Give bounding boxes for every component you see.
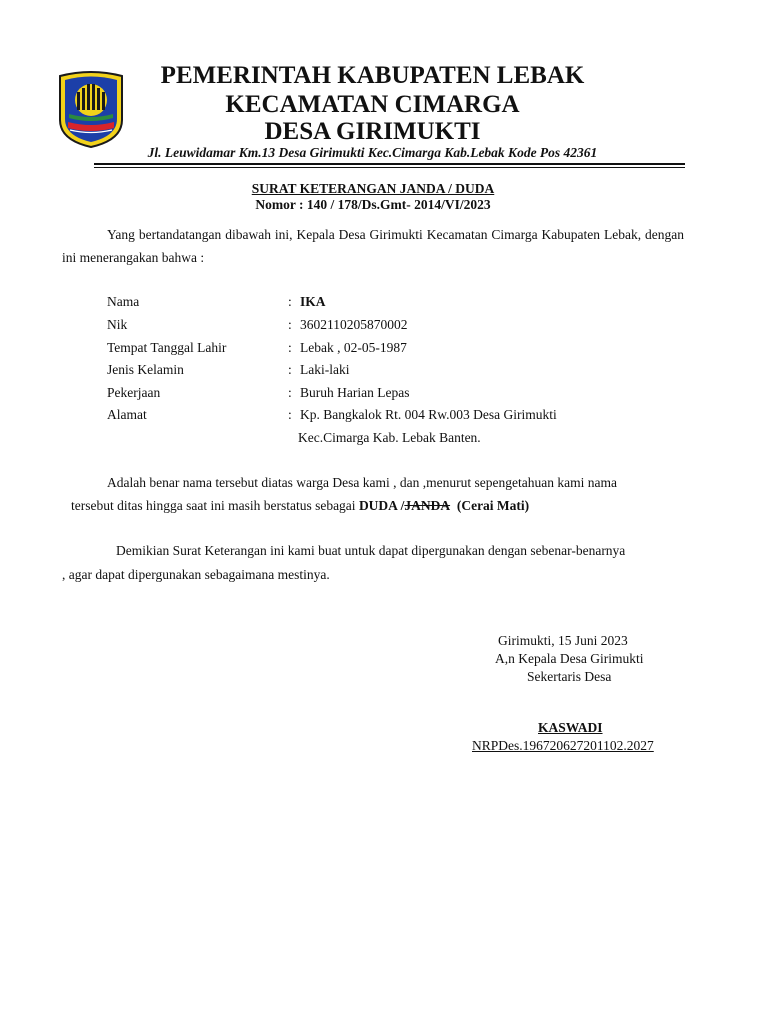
statement-line-2 [71,497,529,515]
statement-text: tersebut ditas hingga saat ini masih berstatus sebagai [71,498,356,513]
field-label: Tempat Tanggal Lahir [107,340,227,355]
office-address: Jl. Leuwidamar Km.13 Desa Girimukti Kec.Cimarga Kab.Lebak Kode Pos 42361 [147,145,598,160]
status-duda: DUDA / [358,498,405,513]
field-colon: : [288,317,292,332]
district-title: KECAMATAN CIMARGA [225,91,520,118]
field-colon: : [288,340,292,355]
field-colon: : [288,407,292,422]
village-title: DESA GIRIMUKTI [264,118,481,145]
intro-paragraph: Yang bertandatangan dibawah ini, Kepala Desa Girimukti Kecamatan Cimarga Kabupaten Lebak, dengan ini menerangakan bahwa : [62,227,684,265]
field-label: Alamat [107,407,147,422]
signatory-name: KASWADI [538,720,603,735]
field-label: Nama [107,294,140,309]
field-label: Nik [107,317,128,332]
field-value: Lebak , 02-05-1987 [300,340,407,355]
signature-position: Sekertaris Desa [527,669,612,684]
field-colon: : [288,385,292,400]
field-label: Pekerjaan [107,385,161,400]
field-value: Laki-laki [300,362,350,377]
header-rule-thin [94,167,685,168]
field-colon: : [288,294,292,309]
field-colon: : [288,362,292,377]
field-value: IKA [300,294,326,309]
closing-line-2: , agar dapat dipergunakan sebagaimana mestinya. [62,567,330,582]
statement-line-1: Adalah benar nama tersebut diatas warga Desa kami , dan ,menurut sepengetahuan kami nama [107,475,617,490]
letter-title: SURAT KETERANGAN JANDA / DUDA [251,181,495,196]
government-title: PEMERINTAH KABUPATEN LEBAK [160,62,585,89]
header-rule-thick [94,163,685,165]
field-value: 3602110205870002 [300,317,408,332]
status-note: (Cerai Mati) [456,498,530,513]
letter-number: Nomor : 140 / 178/Ds.Gmt- 2014/VI/2023 [255,197,491,212]
field-value: Buruh Harian Lepas [300,385,410,400]
signatory-nrp: NRPDes.196720627201102.2027 [472,738,654,753]
signature-on-behalf: A,n Kepala Desa Girimukti [495,651,644,666]
address-continuation: Kec.Cimarga Kab. Lebak Banten. [298,430,481,445]
field-label: Jenis Kelamin [107,362,184,377]
closing-line-1: Demikian Surat Keterangan ini kami buat untuk dapat dipergunakan dengan sebenar-benarnya [116,543,626,558]
field-value: Kp. Bangkalok Rt. 004 Rw.003 Desa Girimukti [300,407,557,422]
status-janda-struck: JANDA [404,498,451,513]
signature-place-date: Girimukti, 15 Juni 2023 [498,633,628,648]
